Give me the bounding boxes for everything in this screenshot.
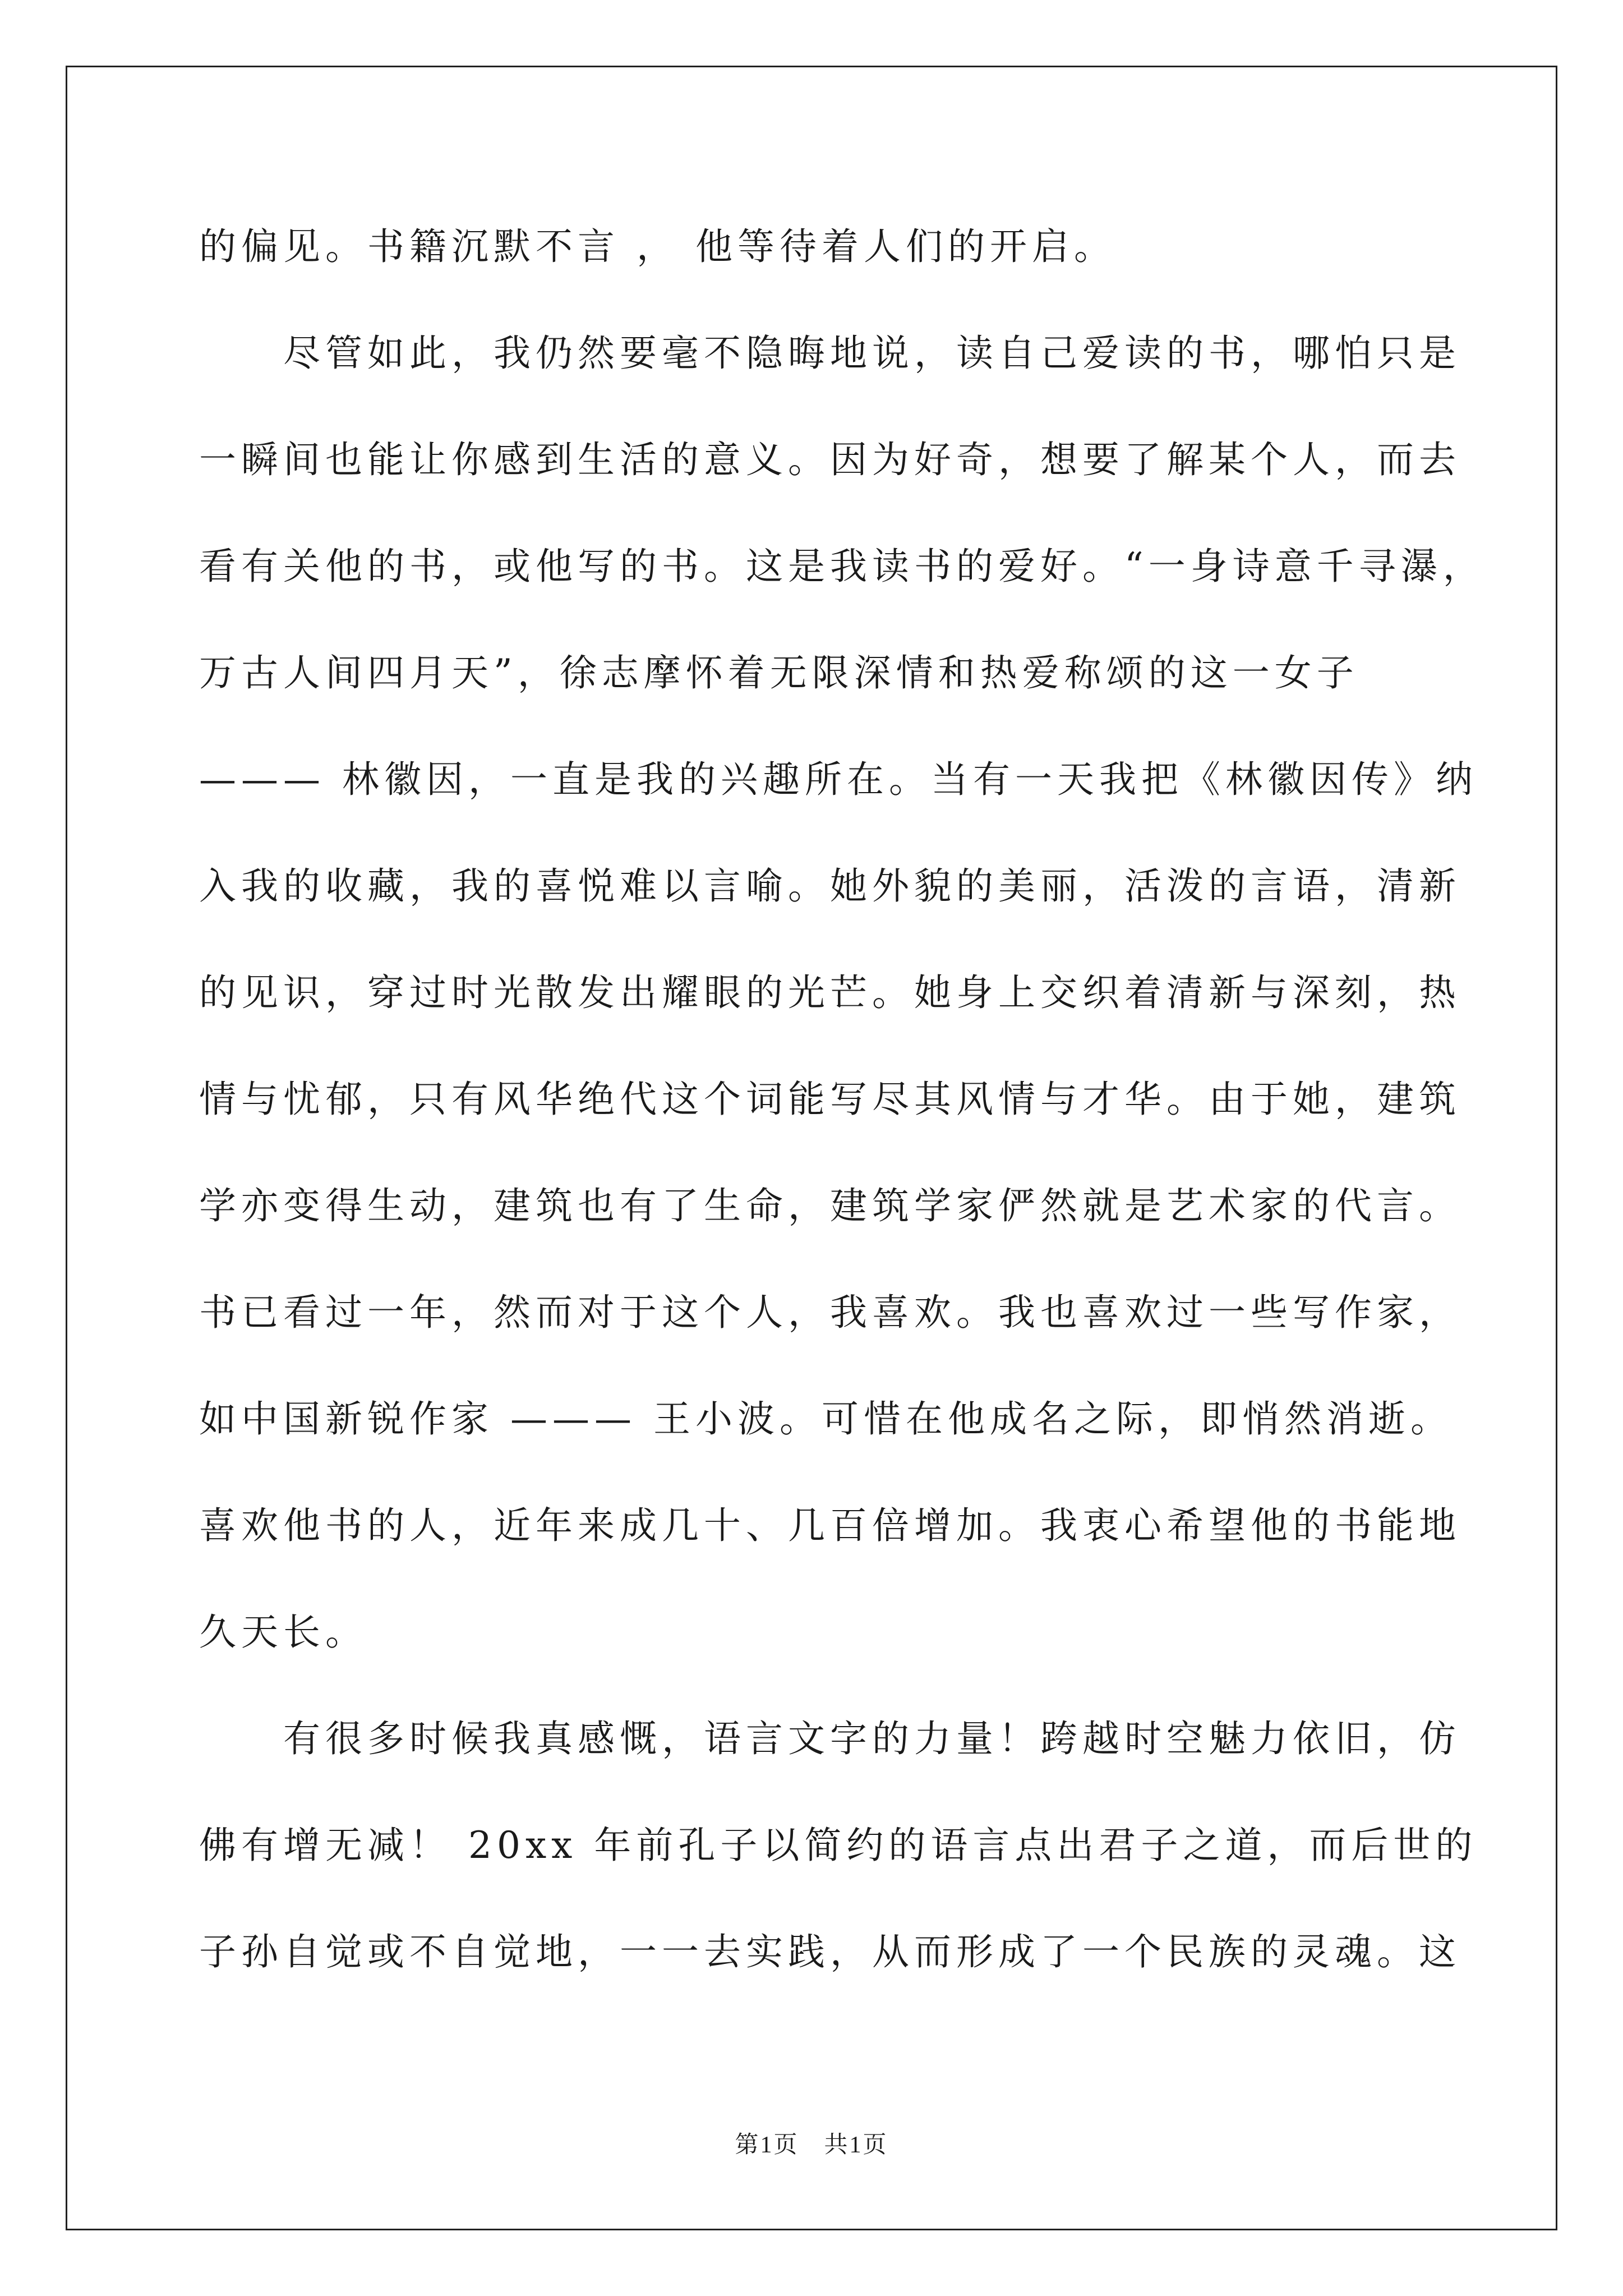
text-line-6: ——— 林徽因，一直是我的兴趣所在。当有一天我把《林徽因传》纳 (199, 758, 1478, 801)
text-line-16: 佛有增无减！ 20xx 年前孔子以简约的语言点出君子之道，而后世的 (199, 1824, 1478, 1867)
text-line-15: 有很多时候我真感慨，语言文字的力量！跨越时空魅力依旧，仿 (283, 1717, 1461, 1760)
text-line-1: 的偏见。书籍沉默不言 ， 他等待着人们的开启。 (199, 225, 1116, 268)
text-line-8: 的见识，穿过时光散发出耀眼的光芒。她身上交织着清新与深刻，热 (199, 971, 1461, 1014)
text-line-3: 一瞬间也能让你感到生活的意义。因为好奇，想要了解某个人，而去 (199, 438, 1461, 481)
text-line-7: 入我的收藏，我的喜悦难以言喻。她外貌的美丽，活泼的言语，清新 (199, 864, 1461, 908)
document-body (199, 213, 1485, 2025)
text-line-11: 书已看过一年，然而对于这个人，我喜欢。我也喜欢过一些写作家， (199, 1291, 1461, 1334)
text-line-17: 子孙自觉或不自觉地，一一去实践，从而形成了一个民族的灵魂。这 (199, 1930, 1461, 1973)
text-line-10: 学亦变得生动，建筑也有了生命，建筑学家俨然就是艺术家的代言。 (199, 1184, 1461, 1227)
text-line-9: 情与忧郁，只有风华绝代这个词能写尽其风情与才华。由于她，建筑 (199, 1078, 1461, 1121)
page-number-footer: 第1页 共1页 (735, 2132, 888, 2158)
text-line-13: 喜欢他书的人，近年来成几十、几百倍增加。我衷心希望他的书能地 (199, 1504, 1461, 1547)
text-line-2: 尽管如此，我仍然要毫不隐晦地说，读自己爱读的书，哪怕只是 (283, 332, 1461, 375)
text-line-14: 久天长。 (199, 1611, 367, 1654)
text-line-4: 看有关他的书，或他写的书。这是我读书的爱好。“一身诗意千寻瀑， (199, 545, 1485, 588)
text-line-5: 万古人间四月天”，徐志摩怀着无限深情和热爱称颂的这一女子 (199, 651, 1359, 694)
text-line-12: 如中国新锐作家 ——— 王小波。可惜在他成名之际，即悄然消逝。 (199, 1397, 1453, 1441)
